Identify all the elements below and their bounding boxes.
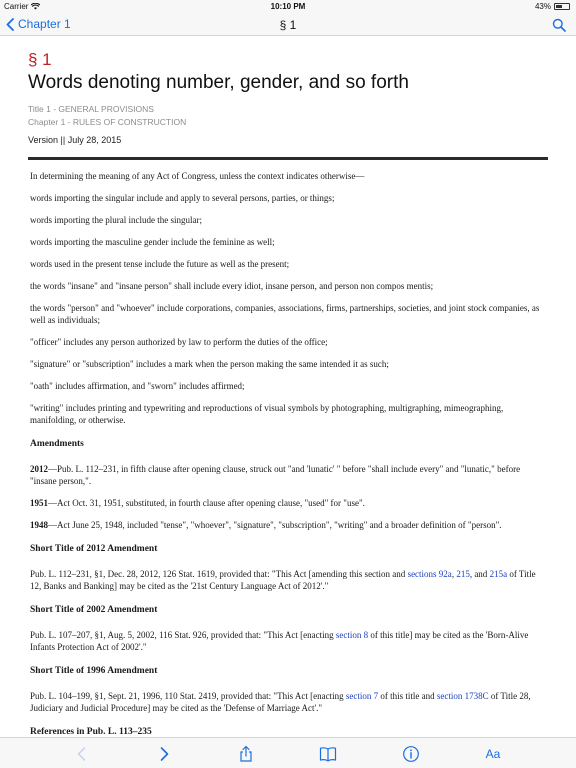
amendments-heading: Amendments (30, 439, 84, 449)
paragraph: words importing the plural include the singular; (30, 215, 202, 225)
section-number: § 1 (28, 50, 52, 69)
share-button[interactable] (236, 744, 256, 764)
short-title-1996-text (30, 690, 548, 714)
text-span: of Title 12, Banks and Banking] may be cited as the '21st Century Language Act of 2012'." (30, 569, 536, 591)
text-span: Pub. L. 112–231, §1, Dec. 28, 2012, 126 Stat. 1619, provided that: "This Act [amending this section and (30, 569, 408, 579)
back-arrow-icon (73, 745, 91, 763)
bookmarks-icon (319, 745, 337, 763)
paragraph: words used in the present tense include the future as well as the present; (30, 259, 290, 269)
next-section-button[interactable] (154, 744, 174, 764)
link-sections-92a[interactable]: sections 92a (407, 569, 452, 579)
link-section-7[interactable]: section 7 (345, 691, 379, 701)
amendment-item (30, 463, 548, 487)
nav-title: § 1 (279, 18, 297, 32)
status-bar (0, 0, 576, 14)
carrier-label: Carrier (4, 2, 29, 11)
paragraph: the words "insane" and "insane person" shall include every idiot, insane person, and person non compos mentis; (30, 281, 434, 291)
forward-arrow-icon (155, 745, 173, 763)
text-span: , and (469, 569, 490, 579)
clock: 10:10 PM (270, 2, 306, 11)
short-title-2002-heading: Short Title of 2002 Amendment (30, 605, 158, 615)
paragraph: "writing" includes printing and typewriting and reproductions of visual symbols by photographing, multigraphing, mimeographing, manifolding, or otherwise. (30, 403, 504, 425)
font-size-button[interactable] (483, 744, 503, 764)
back-button-label: Chapter 1 (18, 17, 71, 31)
text-span: Pub. L. 107–207, §1, Aug. 5, 2002, 116 Stat. 926, provided that: "This Act [enacting (30, 630, 336, 640)
link-section-215[interactable]: 215 (456, 569, 470, 579)
section-header (0, 37, 576, 145)
version-line: Version || July 28, 2015 (28, 135, 122, 145)
link-section-1738c[interactable]: section 1738C (436, 691, 489, 701)
amendment-item (30, 519, 548, 531)
text-span: of Title 28, Judiciary and Judicial Procedure] may be cited as the 'Defense of Marriage Act'." (30, 691, 531, 713)
bottom-toolbar (0, 737, 576, 768)
search-icon (552, 18, 566, 32)
text-span: of this title] may be cited as the 'Born-Alive Infants Protection Act of 2002'." (30, 630, 529, 652)
short-title-2012-heading: Short Title of 2012 Amendment (30, 544, 158, 554)
paragraph: "signature" or "subscription" includes a mark when the person making the same intended it as such; (30, 359, 389, 369)
search-button[interactable] (552, 18, 566, 32)
paragraph: "officer" includes any person authorized by law to perform the duties of the office; (30, 337, 328, 347)
bookmarks-button[interactable] (318, 744, 338, 764)
amendment-year: 1948 (30, 520, 48, 530)
paragraph: the words "person" and "whoever" include corporations, companies, associations, firms, partnerships, societies, and joint stock companies, as well as individuals; (30, 303, 540, 325)
paragraph: "oath" includes affirmation, and "sworn" includes affirmed; (30, 381, 245, 391)
link-section-8[interactable]: section 8 (335, 630, 369, 640)
text-span: Pub. L. 104–199, §1, Sept. 21, 1996, 110 Stat. 2419, provided that: "This Act [enacting (30, 691, 346, 701)
chevron-left-icon (6, 18, 14, 31)
battery-icon (554, 3, 570, 10)
chapter-line: Chapter 1 - RULES OF CONSTRUCTION (28, 117, 187, 127)
short-title-1996-heading: Short Title of 1996 Amendment (30, 666, 158, 676)
amendment-year: 1951 (30, 498, 48, 508)
title-line: Title 1 - GENERAL PROVISIONS (28, 104, 154, 114)
info-icon (402, 745, 420, 763)
info-button[interactable] (401, 744, 421, 764)
amendment-text: —Act Oct. 31, 1951, substituted, in fourth clause after opening clause, "used" for "use". (48, 498, 365, 508)
paragraph: words importing the singular include and apply to several persons, parties, or things; (30, 193, 335, 203)
paragraph: In determining the meaning of any Act of Congress, unless the context indicates otherwise— (30, 171, 365, 181)
amendment-item (30, 497, 548, 509)
section-body (0, 160, 576, 737)
battery-info (535, 2, 570, 11)
short-title-2002-text (30, 629, 548, 653)
battery-percent: 43% (534, 2, 551, 11)
page-title: Words denoting number, gender, and so forth (28, 72, 409, 93)
paragraph: words importing the masculine gender include the feminine as well; (30, 237, 275, 247)
amendment-text: —Pub. L. 112–231, in fifth clause after opening clause, struck out "and 'lunatic' " before "shall include every" and "lunatic," before "insane person,". (30, 464, 521, 486)
references-heading: References in Pub. L. 113–235 (30, 727, 152, 737)
document-content[interactable] (0, 37, 576, 737)
font-size-icon: Aa (485, 747, 501, 761)
back-button[interactable] (6, 17, 71, 31)
short-title-2012-text (30, 568, 548, 592)
text-span: of this title and (378, 691, 437, 701)
amendment-year: 2012 (30, 464, 48, 474)
text-span: , (451, 569, 457, 579)
navigation-bar (0, 14, 576, 36)
share-icon (237, 745, 255, 763)
previous-section-button[interactable] (72, 744, 92, 764)
link-section-215a[interactable]: 215a (489, 569, 508, 579)
amendment-text: —Act June 25, 1948, included "tense", "whoever", "signature", "subscription", "writing" and a broader definition of "person". (48, 520, 502, 530)
